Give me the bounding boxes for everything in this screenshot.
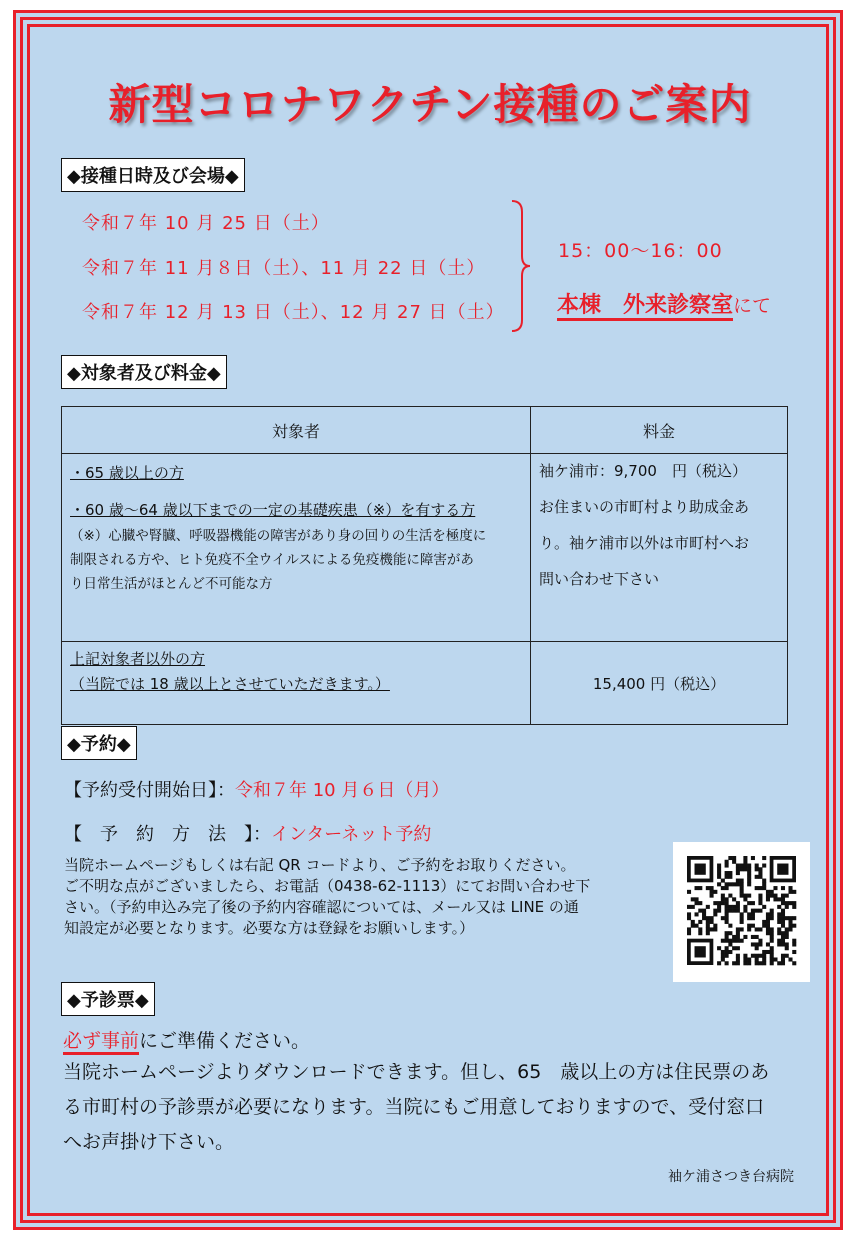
date-line-1: 令和７年 10 月 25 日（土）: [82, 213, 330, 234]
reservation-desc-line-4: 知設定が必要となります。必要な方は登録をお願いします。）: [64, 919, 475, 937]
section-heading-target-fee: ◆対象者及び料金◆: [61, 355, 227, 389]
reservation-start-label: 【予約受付開始日】：: [64, 780, 235, 801]
target-note-line-3: り日常生活がほとんど不可能な方: [70, 576, 273, 592]
reservation-desc-line-2: ご不明な点がございましたら、お電話（0438-62-1113）にてお問い合わせ下: [64, 877, 591, 895]
target-others-note: （当院では 18 歳以上とさせていただきます。）: [70, 675, 390, 693]
questionnaire-line-3: る市町村の予診票が必要になります。当院にもご用意しておりますので、受付窓口: [63, 1096, 765, 1118]
questionnaire-line-4: へお声掛け下さい。: [63, 1131, 235, 1153]
reservation-description: [64, 855, 590, 939]
venue: [557, 288, 771, 319]
target-fee-table: [61, 406, 788, 725]
page-title: 新型コロナワクチン接種のご案内: [108, 80, 752, 129]
fee-line-2: お住まいの市町村より助成金あ: [539, 498, 750, 516]
questionnaire-line-1-rest: にご準備ください。: [139, 1030, 311, 1052]
target-note-line-2: 制限される方や、ヒト免疫不全ウイルスによる免疫機能に障害があ: [70, 552, 474, 568]
fee-line-4: 問い合わせ下さい: [539, 570, 660, 588]
qr-code-icon[interactable]: [673, 842, 810, 982]
hospital-name: 袖ケ浦さつき台病院: [668, 1169, 794, 1185]
row1-fee-cell: [531, 454, 788, 642]
questionnaire-emphasis: 必ず事前: [63, 1030, 139, 1055]
questionnaire-line-2: 当院ホームページよりダウンロードできます。但し、65 歳以上の方は住民票のあ: [63, 1061, 770, 1083]
date-line-2: 令和７年 11 月８日（土）、11 月 22 日（土）: [82, 258, 486, 279]
row1-target-cell: [62, 454, 531, 642]
target-others: 上記対象者以外の方: [70, 650, 206, 668]
section-heading-questionnaire: ◆予診票◆: [61, 982, 155, 1016]
reservation-desc-line-3: さい。（予約申込み完了後の予約内容確認については、メール又は LINE の通: [64, 898, 579, 916]
reservation-start: [64, 776, 449, 802]
row2-target-cell: [62, 642, 531, 725]
venue-suffix: にて: [733, 295, 772, 317]
reservation-method: [64, 820, 431, 846]
reservation-method-label: 【 予 約 方 法 】：: [64, 824, 271, 845]
target-65-over: ・65 歳以上の方: [70, 464, 184, 482]
reservation-start-date: 令和７年 10 月６日（月）: [235, 780, 450, 801]
row2-fee-cell: [531, 642, 788, 725]
reservation-method-value: インターネット予約: [271, 824, 432, 845]
fee-line-3: り。袖ケ浦市以外は市町村へお: [539, 534, 750, 552]
fee-line-1: 袖ケ浦市：9,700 円（税込）: [539, 462, 747, 480]
brace-icon: [508, 198, 532, 334]
section-heading-reservation: ◆予約◆: [61, 726, 137, 760]
reservation-desc-line-1: 当院ホームページもしくは右記 QR コードより、ご予約をお取りください。: [64, 856, 576, 874]
column-header-fee: 料金: [531, 407, 788, 454]
section-heading-schedule: ◆接種日時及び会場◆: [61, 158, 245, 192]
column-header-target: 対象者: [62, 407, 531, 454]
venue-name: 本棟 外来診察室: [557, 293, 733, 321]
questionnaire-line-1: [63, 1024, 310, 1059]
target-60-64: ・60 歳～64 歳以下までの一定の基礎疾患（※）を有する方: [70, 501, 476, 519]
target-note-line-1: （※）心臓や腎臓、呼吸器機能の障害があり身の回りの生活を極度に: [70, 528, 487, 544]
date-line-3: 令和７年 12 月 13 日（土）、12 月 27 日（土）: [82, 302, 505, 323]
time-range: 15：00～16：00: [558, 240, 723, 262]
fee-others: 15,400 円（税込）: [592, 674, 726, 693]
